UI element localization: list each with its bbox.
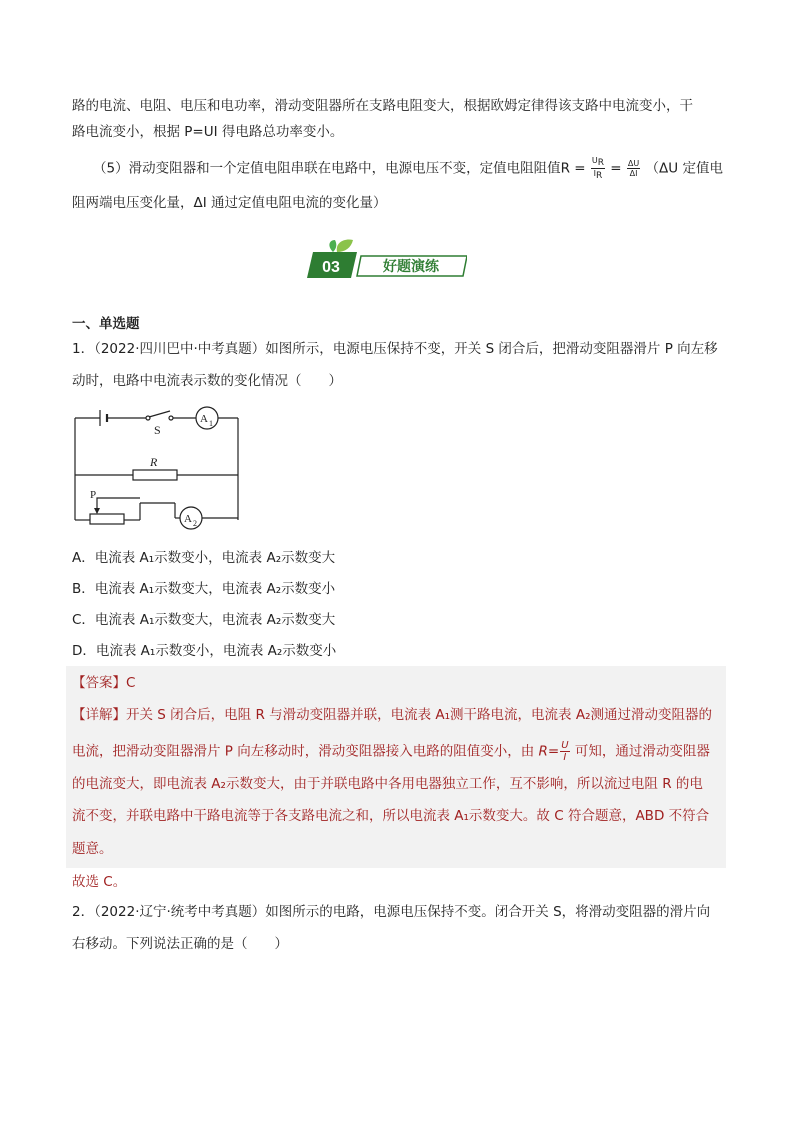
- intro-line-3: [93, 156, 723, 181]
- intro-line-3-text: （5）滑动变阻器和一个定值电阻串联在电路中，电源电压不变，定值电阻阻值R =: [93, 160, 586, 177]
- answer-line: [72, 673, 135, 693]
- detail-line-5: 题意。: [72, 841, 113, 857]
- q1-line-1: 1．（2022·四川巴中·中考真题）如图所示，电源电压保持不变，开关 S 闭合后，把滑动变阻器滑片 P 向左移: [72, 341, 718, 357]
- banner-number: 03: [322, 259, 340, 276]
- answer-value: C: [126, 675, 136, 691]
- detail-text-2b: 可知，通过滑动变阻器: [574, 743, 710, 760]
- q1-option-b: B．电流表 A₁示数变大，电流表 A₂示数变小: [72, 581, 336, 597]
- section-banner: [307, 238, 467, 282]
- label-a1-sub: 1: [209, 419, 213, 428]
- intro-line-3-tail: （ΔU 定值电: [645, 160, 723, 177]
- q1-option-d: D．电流表 A₁示数变小，电流表 A₂示数变小: [72, 643, 337, 659]
- detail-text-2a: 电流，把滑动变阻器滑片 P 向左移动时，滑动变阻器接入电路的阻值变小，由: [72, 743, 535, 760]
- answer-panel: [66, 666, 726, 868]
- detail-line-2: [72, 740, 710, 763]
- label-p: P: [90, 489, 97, 501]
- label-a2-sub: 2: [193, 519, 197, 528]
- label-s: S: [154, 423, 161, 437]
- detail-text-1: 开关 S 闭合后，电阻 R 与滑动变阻器并联，电流表 A₁测干路电流，电流表 A₂测通过滑动变阻器的: [126, 707, 712, 723]
- detail-line-4: 流不变，并联电路中干路电流等于各支路电流之和，所以电流表 A₁示数变大。故 C 符合题意，ABD 不符合: [72, 808, 710, 824]
- detail-tag: 【详解】: [72, 707, 126, 723]
- q1-option-a: A．电流表 A₁示数变小，电流表 A₂示数变大: [72, 550, 336, 566]
- q2-line-1: 2．（2022·辽宁·统考中考真题）如图所示的电路，电源电压保持不变。闭合开关 S，将滑动变阻器的滑片向: [72, 904, 711, 920]
- q2-line-2: 右移动。下列说法正确的是（ ）: [72, 936, 288, 952]
- detail-line-6: 故选 C。: [72, 874, 127, 890]
- intro-line-2: 路电流变小，根据 P=UI 得电路总功率变小。: [72, 124, 344, 140]
- switch-blade: [149, 411, 170, 417]
- detail-line-1: [72, 705, 712, 725]
- banner-title: 好题演练: [383, 259, 439, 275]
- circuit-diagram: [70, 400, 245, 530]
- q1-line-2: 动时，电路中电流表示数的变化情况（ ）: [72, 373, 342, 389]
- detail-line-3: 的电流变大，即电流表 A₂示数变大，由于并联电路中各用电器独立工作，互不影响，所以流过电阻 R 的电: [72, 776, 703, 792]
- equals-sign: =: [610, 160, 622, 177]
- slider-p-arrow: [94, 508, 100, 514]
- fraction-ur-ir: $\frac{U_R}{I_R}$: [591, 156, 604, 181]
- q1-option-c: C．电流表 A₁示数变大，电流表 A₂示数变大: [72, 612, 336, 628]
- answer-tag: 【答案】: [72, 675, 126, 691]
- label-r: R: [150, 455, 158, 469]
- section-heading: 一、单选题: [72, 316, 140, 332]
- leaf-icon: [329, 240, 353, 253]
- label-a2: A: [184, 513, 192, 525]
- intro-line-1: 路的电流、电阻、电压和电功率，滑动变阻器所在支路电阻变大，根据欧姆定律得该支路中电流变小，干: [72, 98, 693, 114]
- rheostat: [90, 514, 124, 524]
- formula-r: R=: [538, 743, 560, 760]
- intro-line-4: 阻两端电压变化量，ΔI 通过定值电阻电流的变化量）: [72, 195, 387, 211]
- fraction-u-over-i: $\frac{U}{I}$: [561, 740, 569, 763]
- fraction-du-di: $\frac{\Delta U}{\Delta I}$: [627, 159, 640, 178]
- resistor-r: [133, 470, 177, 480]
- slider-p-wire: [97, 498, 140, 504]
- label-a1: A: [200, 413, 208, 425]
